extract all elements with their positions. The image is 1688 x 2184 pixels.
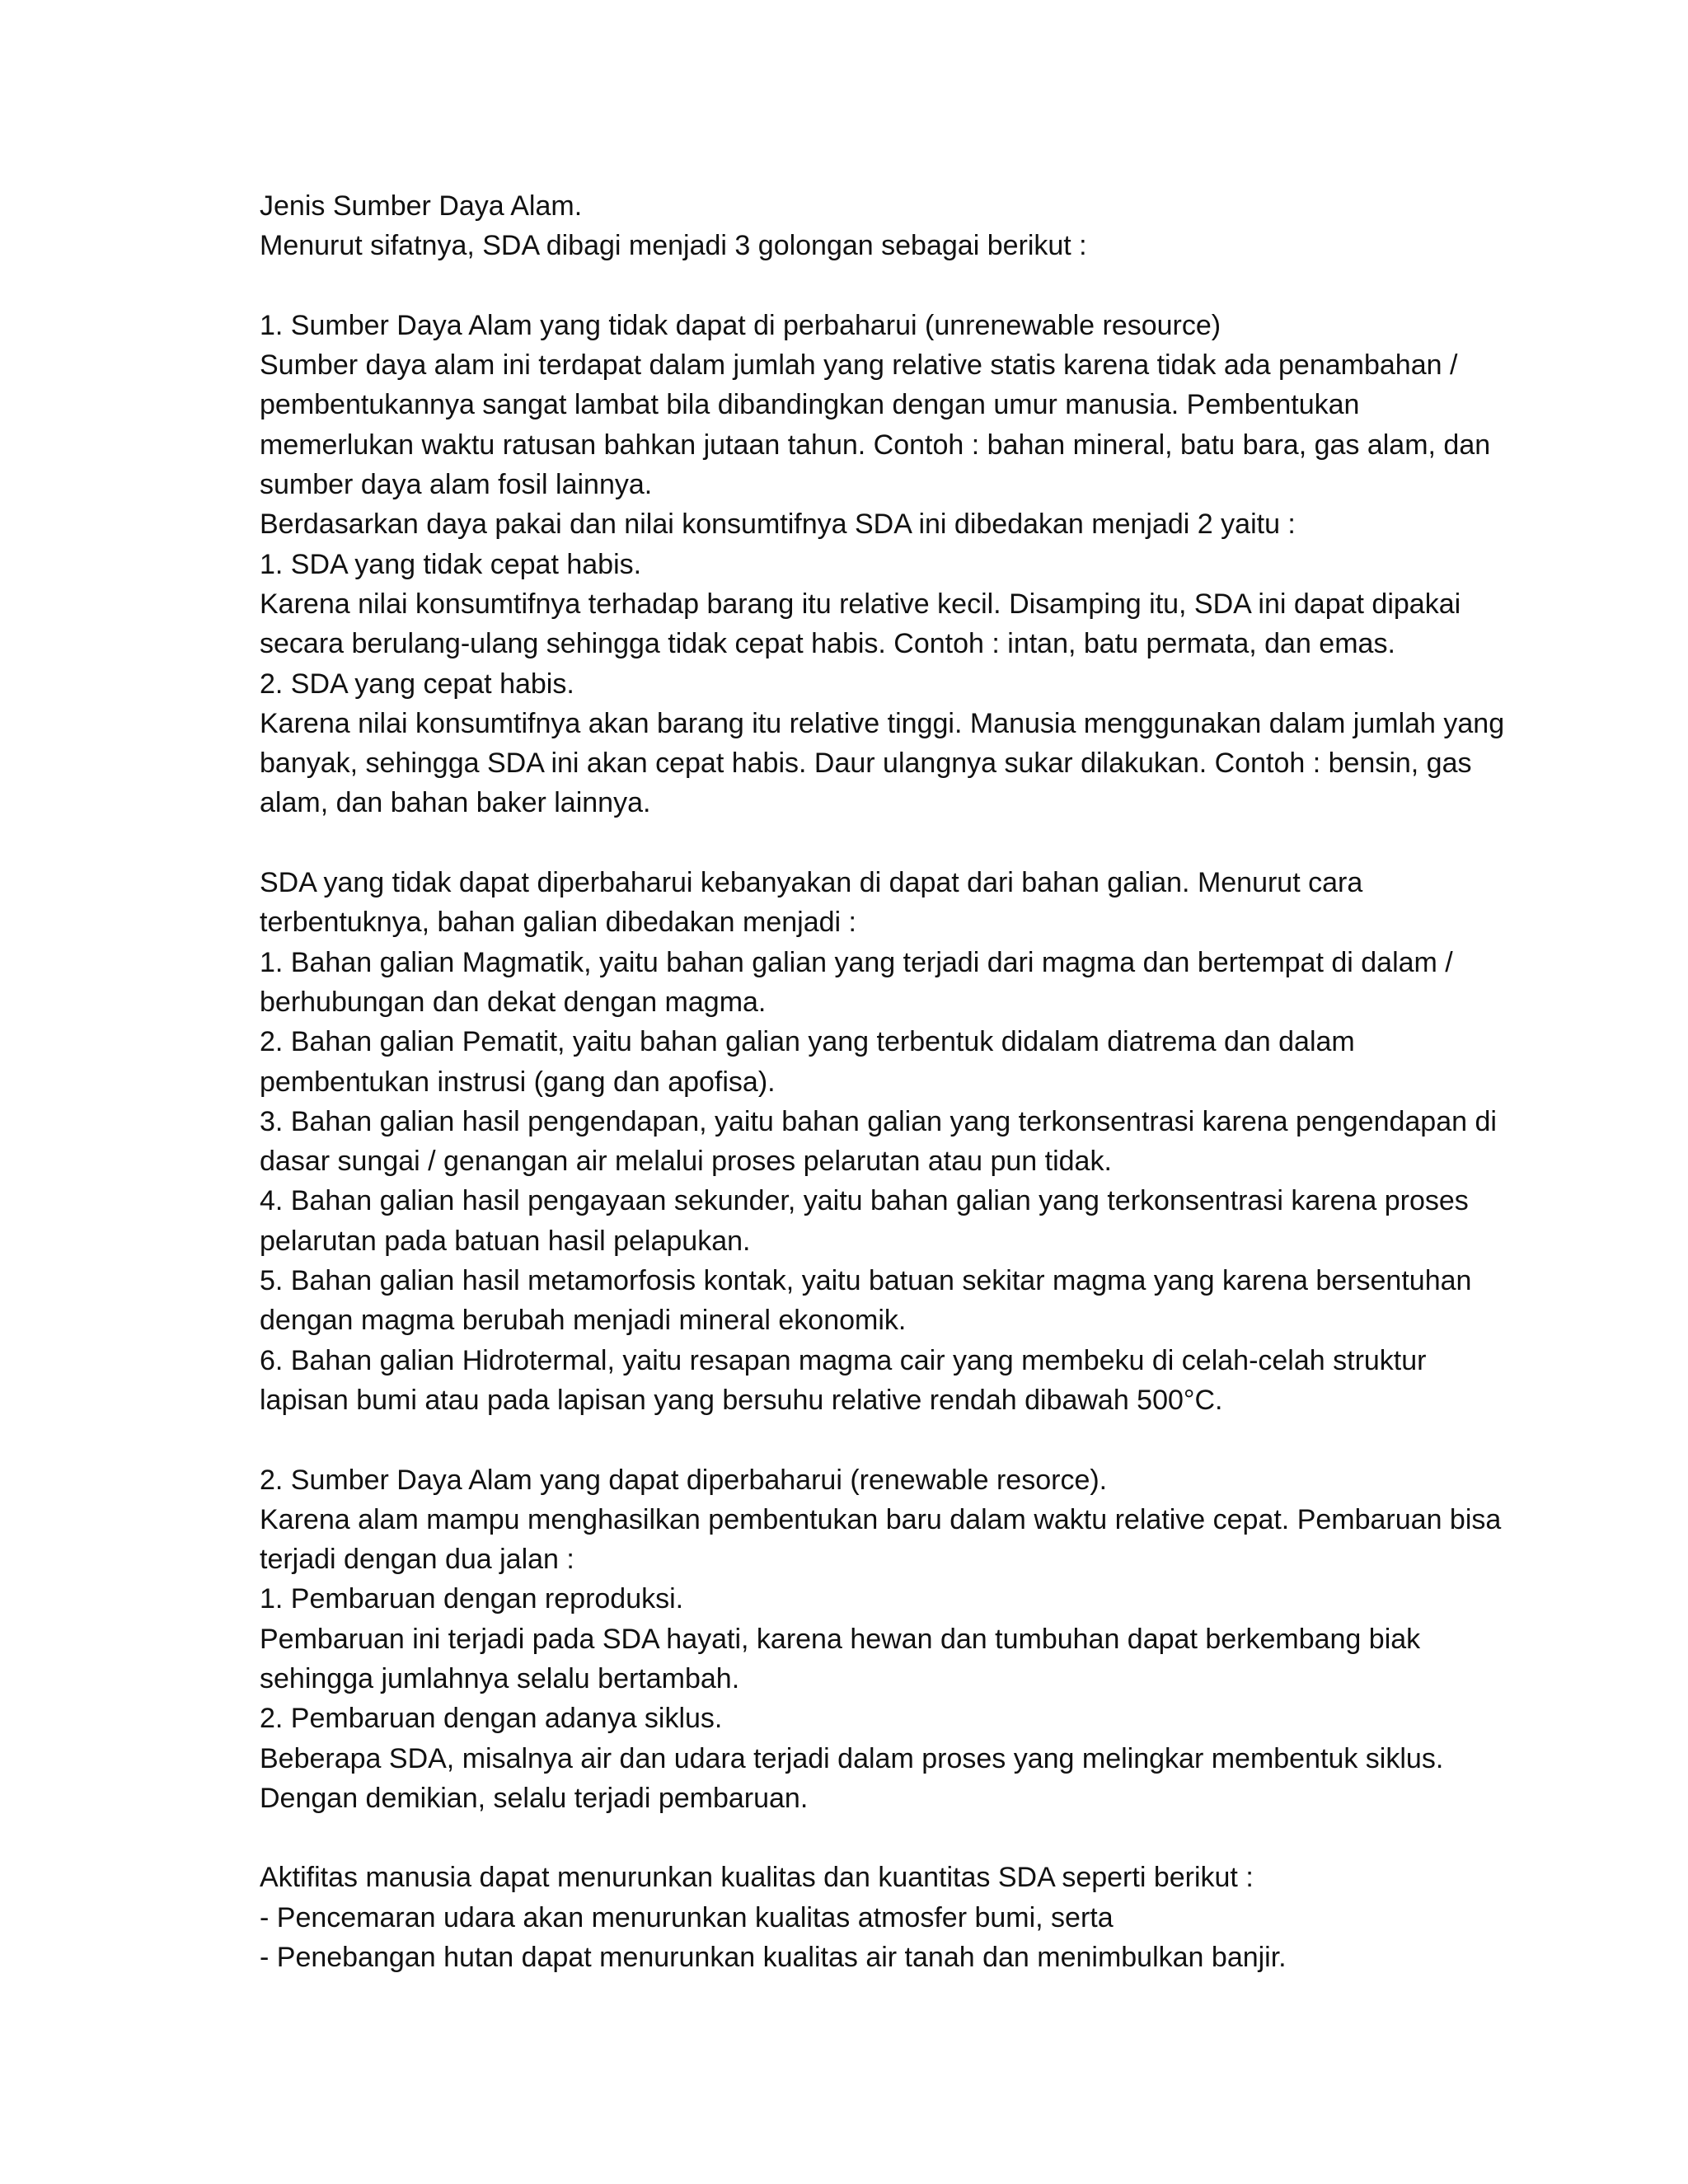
galian-list-line: dasar sungai / genangan air melalui proses pelarutan atau pun tidak. — [260, 1146, 1112, 1178]
section1-text-line: Sumber daya alam ini terdapat dalam jumlah yang relative statis karena tidak ada penambahan / — [260, 349, 1458, 382]
section1-subintro: Berdasarkan daya pakai dan nilai konsumtifnya SDA ini dibedakan menjadi 2 yaitu : — [260, 509, 1296, 541]
section2-sub2-heading: 2. Pembaruan dengan adanya siklus. — [260, 1703, 723, 1735]
galian-list-line: pembentukan instrusi (gang dan apofisa). — [260, 1066, 776, 1098]
section2-sub1-text-line: sehingga jumlahnya selalu bertambah. — [260, 1662, 740, 1694]
section1-sub2-text-line: banyak, sehingga SDA ini akan cepat habis. Daur ulangnya sukar dilakukan. Contoh : bensin, gas — [260, 748, 1472, 780]
section2-heading: 2. Sumber Daya Alam yang dapat diperbaharui (renewable resorce). — [260, 1464, 1108, 1496]
paragraph-gap — [260, 823, 1455, 863]
section1-sub1-text-line: secara berulang-ulang sehingga tidak cepat habis. Contoh : intan, batu permata, dan emas. — [260, 628, 1395, 660]
document-title: Jenis Sumber Daya Alam. — [260, 190, 583, 222]
section2-sub1-heading: 1. Pembaruan dengan reproduksi. — [260, 1583, 684, 1615]
galian-list-line: 3. Bahan galian hasil pengendapan, yaitu bahan galian yang terkonsentrasi karena pengendapan di — [260, 1105, 1497, 1137]
paragraph-gap — [260, 266, 1455, 306]
aktifitas-list-item: - Penebangan hutan dapat menurunkan kualitas air tanah dan menimbulkan banjir. — [260, 1942, 1287, 1974]
section1-sub1-text-line: Karena nilai konsumtifnya terhadap barang itu relative kecil. Disamping itu, SDA ini dapat dipakai — [260, 588, 1461, 620]
section2-sub2-text-line: Beberapa SDA, misalnya air dan udara terjadi dalam proses yang melingkar membentuk siklus. — [260, 1742, 1444, 1774]
section2-text-line: Karena alam mampu menghasilkan pembentukan baru dalam waktu relative cepat. Pembaruan bisa — [260, 1503, 1502, 1535]
galian-list-line: 4. Bahan galian hasil pengayaan sekunder, yaitu bahan galian yang terkonsentrasi karena proses — [260, 1185, 1469, 1217]
galian-list-line: dengan magma berubah menjadi mineral ekonomik. — [260, 1305, 907, 1337]
document-body — [260, 186, 1505, 1977]
section2-sub2-text-line: Dengan demikian, selalu terjadi pembaruan. — [260, 1782, 809, 1814]
section1-text-line: sumber daya alam fosil lainnya. — [260, 469, 653, 501]
aktifitas-intro: Aktifitas manusia dapat menurunkan kualitas dan kuantitas SDA seperti berikut : — [260, 1862, 1254, 1894]
section2-sub1-text-line: Pembaruan ini terjadi pada SDA hayati, karena hewan dan tumbuhan dapat berkembang biak — [260, 1623, 1421, 1655]
galian-list-line: 1. Bahan galian Magmatik, yaitu bahan galian yang terjadi dari magma dan bertempat di dalam / — [260, 946, 1453, 978]
galian-list-line: 5. Bahan galian hasil metamorfosis kontak, yaitu batuan sekitar magma yang karena bersentuhan — [260, 1265, 1472, 1297]
galian-intro-line: terbentuknya, bahan galian dibedakan menjadi : — [260, 907, 856, 939]
galian-intro-line: SDA yang tidak dapat diperbaharui kebanyakan di dapat dari bahan galian. Menurut cara — [260, 867, 1363, 899]
section1-sub2-heading: 2. SDA yang cepat habis. — [260, 668, 574, 700]
galian-list-line: 2. Bahan galian Pematit, yaitu bahan galian yang terbentuk didalam diatrema dan dalam — [260, 1026, 1355, 1058]
section1-text-line: pembentukannya sangat lambat bila dibandingkan dengan umur manusia. Pembentukan — [260, 389, 1360, 421]
section1-text-line: memerlukan waktu ratusan bahkan jutaan tahun. Contoh : bahan mineral, batu bara, gas alam, dan — [260, 429, 1491, 461]
section2-text-line: terjadi dengan dua jalan : — [260, 1544, 574, 1576]
galian-list-line: 6. Bahan galian Hidrotermal, yaitu resapan magma cair yang membeku di celah-celah struktur — [260, 1344, 1427, 1376]
paragraph-gap — [260, 1818, 1455, 1858]
galian-list-line: pelarutan pada batuan hasil pelapukan. — [260, 1225, 751, 1257]
galian-list-line: lapisan bumi atau pada lapisan yang bersuhu relative rendah dibawah 500°C. — [260, 1384, 1223, 1416]
section1-sub1-heading: 1. SDA yang tidak cepat habis. — [260, 548, 642, 580]
section1-heading: 1. Sumber Daya Alam yang tidak dapat di perbaharui (unrenewable resource) — [260, 309, 1221, 341]
galian-list-line: berhubungan dan dekat dengan magma. — [260, 986, 767, 1018]
aktifitas-list-item: - Pencemaran udara akan menurunkan kualitas atmosfer bumi, serta — [260, 1901, 1114, 1933]
section1-sub2-text-line: alam, dan bahan baker lainnya. — [260, 787, 651, 819]
intro-text: Menurut sifatnya, SDA dibagi menjadi 3 golongan sebagai berikut : — [260, 230, 1087, 262]
section1-sub2-text-line: Karena nilai konsumtifnya akan barang itu relative tinggi. Manusia menggunakan dalam jumlah yang — [260, 707, 1505, 739]
paragraph-gap — [260, 1420, 1455, 1460]
